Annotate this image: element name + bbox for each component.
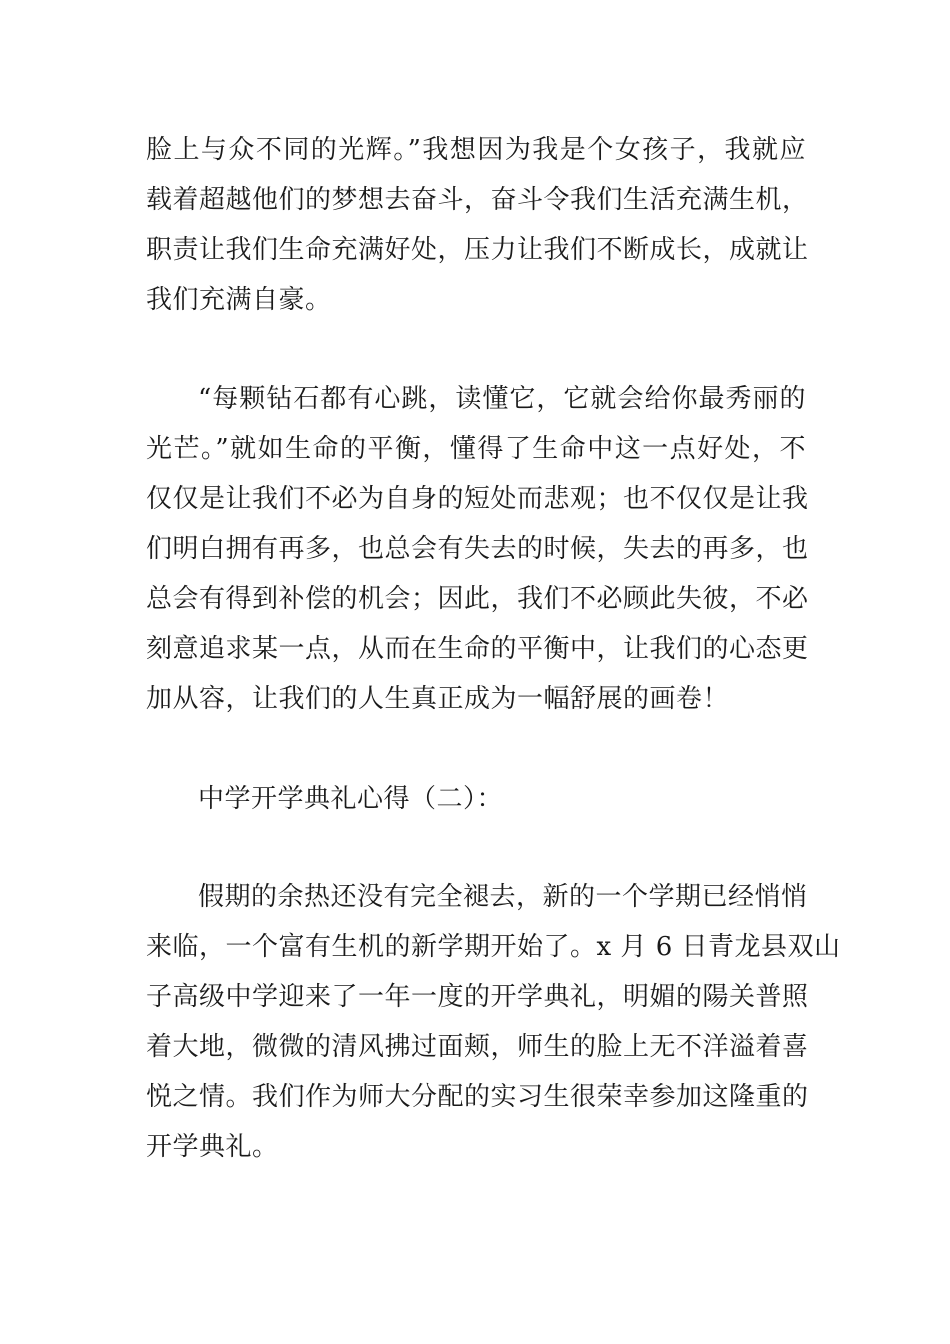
paragraph-2-line-1: “每颗钻石都有心跳，读懂它，它就会给你最秀丽的	[198, 384, 806, 414]
paragraph-2-line-2: 光芒。”就如生命的平衡，懂得了生命中这一点好处，不	[146, 434, 806, 464]
paragraph-3-line-1: 假期的余热还没有完全褪去，新的一个学期已经悄悄	[198, 882, 808, 912]
paragraph-3-line-6: 开学典礼。	[146, 1132, 279, 1162]
paragraph-3-line-3: 子高级中学迎来了一年一度的开学典礼，明媚的陽关普照	[146, 982, 809, 1012]
section-heading: 中学开学典礼心得（二）：	[198, 784, 504, 814]
paragraph-2-line-4: 们明白拥有再多，也总会有失去的时候，失去的再多，也	[146, 534, 809, 564]
paragraph-1-line-4: 我们充满自豪。	[146, 285, 332, 315]
paragraph-2-line-7: 加从容，让我们的人生真正成为一幅舒展的画卷！	[146, 684, 730, 714]
paragraph-1-line-3: 职责让我们生命充满好处，压力让我们不断成长，成就让	[146, 235, 809, 265]
paragraph-2-line-5: 总会有得到补偿的机会；因此，我们不必顾此失彼，不必	[146, 584, 809, 614]
paragraph-3-line-5: 悦之情。我们作为师大分配的实习生很荣幸参加这隆重的	[146, 1082, 809, 1112]
paragraph-2-line-6: 刻意追求某一点，从而在生命的平衡中，让我们的心态更	[146, 634, 809, 664]
paragraph-1-line-1: 脸上与众不同的光辉。”我想因为我是个女孩子，我就应	[146, 135, 806, 165]
paragraph-1-line-2: 载着超越他们的梦想去奋斗，奋斗令我们生活充满生机，	[146, 185, 809, 215]
paragraph-3-line-2: 来临，一个富有生机的新学期开始了。x 月 6 日青龙县双山	[146, 932, 841, 962]
paragraph-3-line-4: 着大地，微微的清风拂过面颊，师生的脸上无不洋溢着喜	[146, 1032, 809, 1062]
paragraph-2-line-3: 仅仅是让我们不必为自身的短处而悲观；也不仅仅是让我	[146, 484, 809, 514]
